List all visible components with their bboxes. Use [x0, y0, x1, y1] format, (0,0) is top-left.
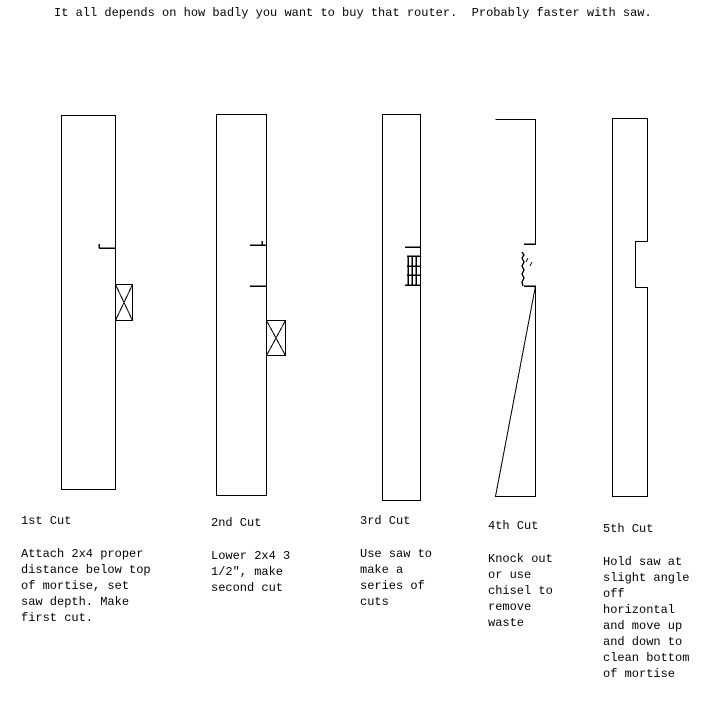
cut-5-description: Hold saw at slight angle off horizontal and move up and down to clean bottom of mortise — [603, 555, 690, 681]
cut-1-title: 1st Cut — [21, 514, 72, 528]
board-5 — [613, 119, 648, 497]
board-2-saw-block — [267, 321, 286, 356]
board-2-outline — [217, 115, 267, 496]
board-4-chisel-marks — [526, 258, 532, 266]
board-1-saw-block — [116, 285, 133, 321]
board-3-outline — [383, 115, 421, 501]
header-note: It all depends on how badly you want to buy that router. Probably faster with saw. — [54, 6, 652, 20]
board-4 — [496, 120, 537, 497]
board-3 — [383, 115, 421, 501]
cut-1-description: Attach 2x4 proper distance below top of mortise, set saw depth. Make first cut. — [21, 547, 151, 625]
cut-2-title: 2nd Cut — [211, 516, 262, 530]
cut-4-description: Knock out or use chisel to remove waste — [488, 552, 553, 630]
board-3-series-of-cuts — [405, 247, 420, 285]
board-4-rough-waste-edge — [522, 252, 524, 286]
board-1-outline — [62, 116, 116, 490]
cut-4-title: 4th Cut — [488, 519, 539, 533]
cut-3-title: 3rd Cut — [360, 514, 411, 528]
board-2-first-cut — [250, 241, 266, 245]
board-2 — [217, 115, 286, 496]
cut-5-title: 5th Cut — [603, 522, 654, 536]
board-1 — [62, 116, 133, 490]
board-4-outline — [496, 120, 536, 497]
cut-2-description: Lower 2x4 3 1/2", make second cut — [211, 549, 291, 595]
cut-3-description: Use saw to make a series of cuts — [360, 547, 433, 609]
board-1-first-cut — [99, 244, 115, 248]
board-5-outline-with-mortise — [613, 119, 648, 497]
